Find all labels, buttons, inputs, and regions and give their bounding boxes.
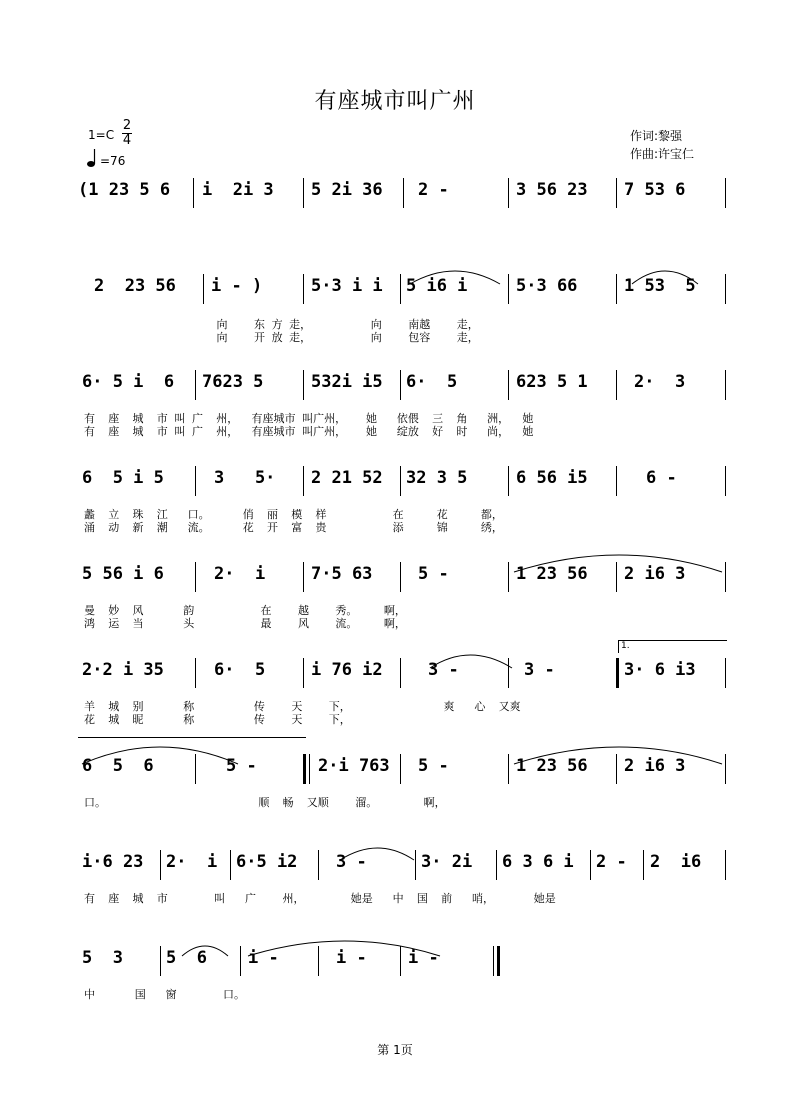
measure: i - [248,948,279,968]
measure: 532i i5 [311,372,383,392]
lyrics-verse-1: 有 座 城 市 叫 广 州， 有座城市 叫广州， 她 依偎 三 角 洲， 她 [84,412,534,425]
measure: i 76 i2 [311,660,383,680]
barline [195,466,196,496]
barline [590,850,591,880]
barline-final-thick [497,946,500,976]
credits [630,127,694,163]
composer: 作曲:许宝仁 [630,147,695,161]
barline [303,274,304,304]
barline [616,466,617,496]
repeat-barline-thin [309,754,310,784]
music-row-8 [78,848,728,882]
barline [725,274,726,304]
measure: 2 i6 3 [624,564,686,584]
lyrics-verse-2: 涌 动 新 潮 流。 花 开 富 贵 添 锦 绣， [84,521,503,534]
barline [195,370,196,400]
measure: 2·2 i 35 [82,660,164,680]
measure: 3 - [336,852,367,872]
measure: 1 53 5 [624,276,696,296]
barline [195,658,196,688]
barline [415,850,416,880]
measure: i 2i 3 [202,180,274,200]
measure: 2 23 56 [94,276,176,296]
barline [496,850,497,880]
music-row-3 [78,368,728,402]
lyrics-verse-1: 有 座 城 市 叫 广 州， 她是 中 国 前 哨， 她是 [84,892,556,905]
page-number: 第 1页 [377,1043,413,1057]
barline [303,466,304,496]
measure: 5 3 [82,948,123,968]
measure: 2 i6 3 [624,756,686,776]
measure: 2 - [596,852,627,872]
barline [725,562,726,592]
measure: 3 - [524,660,555,680]
music-row-1 [78,176,728,210]
music-row-2 [78,272,728,306]
barline [508,466,509,496]
barline [193,178,194,208]
lyrics-verse-1: 羊 城 别 称 传 天 下， 爽 心 又爽 [84,700,521,713]
lyrics-verse-1: 蠡 立 珠 江 口。 俏 丽 模 样 在 花 都， [84,508,503,521]
measure: 2 - [418,180,449,200]
measure: 3 56 23 [516,180,588,200]
measure: 6·5 i2 [236,852,298,872]
repeat-barline [303,754,306,784]
measure: 5 - [226,756,257,776]
barline [195,562,196,592]
measure: 5 6 [166,948,207,968]
lyrics-verse-2: 向 开 放 走， 向 包容 走， [84,331,479,344]
volta-label: 1. [621,641,630,651]
measure: 6· 5 [406,372,458,392]
measure: 5·3 66 [516,276,578,296]
barline [616,274,617,304]
measure: i - ) [211,276,263,296]
measure: 6· 5 i 6 [82,372,175,392]
measure: 5·3 i i [311,276,383,296]
barline [303,178,304,208]
measure: 2·i 763 [318,756,390,776]
measure: 1 23 56 [516,564,588,584]
barline [725,754,726,784]
barline [318,850,319,880]
lyrics-verse-2: 有 座 城 市 叫 广 州， 有座城市 叫广州， 她 绽放 好 时 尚， 她 [84,425,534,438]
barline [725,370,726,400]
measure: 6 - [646,468,677,488]
lyrics-verse-1: 向 东 方 走， 向 南越 走， [84,318,479,331]
music-row-5 [78,560,728,594]
tempo-marking: =76 [100,154,126,168]
barline [508,370,509,400]
barline [400,562,401,592]
measure: 5 2i 36 [311,180,383,200]
measure: 5 56 i 6 [82,564,164,584]
time-signature [122,119,132,148]
measure: 2 21 52 [311,468,383,488]
barline-double [616,658,619,688]
barline [303,562,304,592]
barline [400,946,401,976]
measure: 2· i [166,852,218,872]
measure: 2· 3 [634,372,686,392]
barline [195,754,196,784]
barline [725,658,726,688]
measure: 6 5 i 5 [82,468,164,488]
measure: 1 23 56 [516,756,588,776]
measure: 3· 2i [421,852,473,872]
lyrics-verse-2: 花 城 昵 称 传 天 下， [84,713,351,726]
measure: 3 5· [214,468,276,488]
music-row-4 [78,464,728,498]
volta-bracket-line [78,737,306,739]
measure: 2· i [214,564,266,584]
music-row-6 [78,656,728,690]
barline [400,658,401,688]
barline [643,850,644,880]
barline [616,178,617,208]
measure: 7·5 63 [311,564,373,584]
lyrics-verse-1: 口。 顺 畅 又顺 溜。 啊， [84,796,446,809]
measure: 6 5 6 [82,756,154,776]
lyrics-verse-1: 中 国 窗 口。 [84,988,245,1001]
barline [508,658,509,688]
barline [616,562,617,592]
barline [508,274,509,304]
measure: i·6 23 [82,852,144,872]
barline [400,274,401,304]
measure: 32 3 5 [406,468,468,488]
time-signature-bottom: 4 [122,133,132,148]
barline [616,754,617,784]
measure: 5 - [418,564,449,584]
measure: i - [336,948,367,968]
barline [303,370,304,400]
barline [160,850,161,880]
barline-final-thin [493,946,494,976]
song-title: 有座城市叫广州 [314,89,476,114]
measure: i - [408,948,439,968]
measure: 2 i6 [650,852,702,872]
time-signature-top: 2 [122,118,132,133]
measure: 7 53 6 [624,180,686,200]
barline [508,562,509,592]
measure: 7623 5 [202,372,264,392]
lyrics-verse-1: 曼 妙 风 韵 在 越 秀。 啊， [84,604,406,617]
measure: 3· 6 i3 [624,660,696,680]
barline [230,850,231,880]
measure: 5 - [418,756,449,776]
quarter-note-icon [86,148,100,168]
barline [725,466,726,496]
barline [403,178,404,208]
volta-bracket [618,640,727,653]
measure: (1 23 5 6 [78,180,171,200]
music-row-9 [78,944,728,978]
barline [508,754,509,784]
barline [318,946,319,976]
lyrics-verse-2: 鸿 运 当 头 最 风 流。 啊， [84,617,406,630]
barline [616,370,617,400]
barline [400,370,401,400]
measure: 6 3 6 i [502,852,574,872]
barline [508,178,509,208]
barline [203,274,204,304]
measure: 3 - [428,660,459,680]
barline [160,946,161,976]
barline [725,850,726,880]
barline [240,946,241,976]
measure: 6 56 i5 [516,468,588,488]
measure: 6· 5 [214,660,266,680]
measure: 623 5 1 [516,372,588,392]
lyricist: 作词:黎强 [630,129,683,143]
key-signature: 1=C [88,128,115,142]
barline [303,658,304,688]
measure: 5 i6 i [406,276,468,296]
music-row-7 [78,752,728,786]
barline [400,754,401,784]
barline [400,466,401,496]
barline [725,178,726,208]
